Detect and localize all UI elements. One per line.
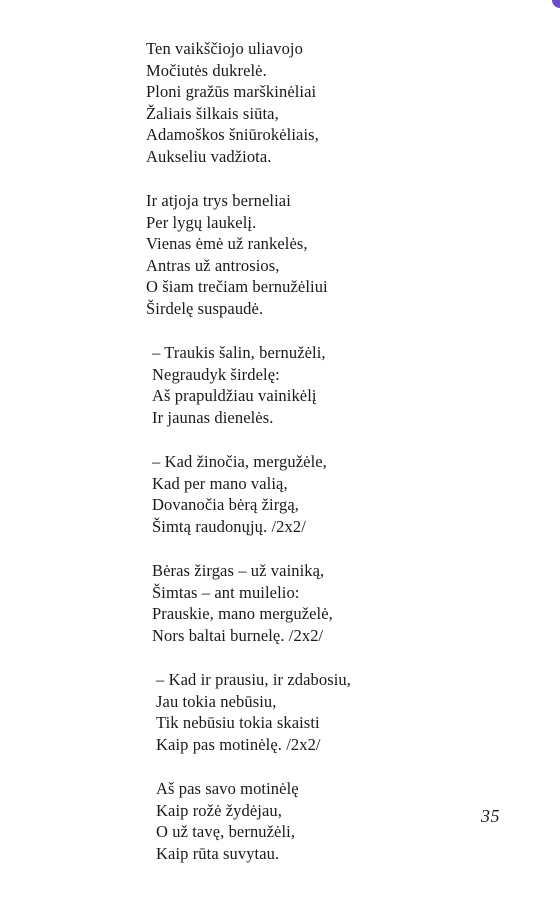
poem-line: Tik nebūsiu tokia skaisti: [156, 713, 320, 732]
poem-line: Per lygų laukelį.: [146, 212, 257, 232]
poem-line: Negraudyk širdelę:: [152, 364, 280, 384]
poem-line: Jau tokia nebūsiu,: [156, 691, 277, 711]
corner-mark: [552, 0, 560, 8]
poem-line: Aš prapuldžiau vainikėlį: [152, 386, 317, 405]
stanza: [146, 778, 506, 864]
poem-line: O šiam trečiam bernužėliui: [146, 277, 328, 296]
poem-line: Nors baltai burnelę. /2x2/: [152, 625, 324, 645]
poem-line: Adamoškos šniūrokėliais,: [146, 125, 319, 144]
poem-line: Žaliais šilkais siūta,: [146, 103, 279, 123]
page-number: 35: [481, 806, 500, 826]
stanza: [146, 342, 506, 428]
poem-line: Prauskie, mano merguželė,: [152, 604, 333, 623]
poem-line: Antras už antrosios,: [146, 255, 280, 275]
poem-line: Vienas ėmė už rankelės,: [146, 234, 308, 253]
poem: [146, 38, 506, 887]
poem-line: Aš pas savo motinėlę: [156, 779, 299, 798]
poem-line: Kad per mano valią,: [152, 473, 288, 493]
poem-line: Ir jaunas dienelės.: [152, 407, 274, 427]
poem-line: Dovanočia bėrą žirgą,: [152, 495, 300, 514]
poem-line: O už tavę, bernužėli,: [156, 822, 296, 841]
poem-line: Ten vaikščiojo uliavojo: [146, 39, 303, 58]
poem-line: Kaip pas motinėlę. /2x2/: [156, 734, 321, 754]
poem-line: Kaip rūta suvytau.: [156, 843, 280, 863]
poem-line: Aukseliu vadžiota.: [146, 146, 272, 166]
poem-line: Ir atjoja trys berneliai: [146, 191, 291, 210]
poem-line: – Kad ir prausiu, ir zdabosiu,: [156, 670, 351, 689]
poem-line: – Kad žinočia, mergužėle,: [152, 452, 327, 471]
poem-line: Šimtą raudonųjų. /2x2/: [152, 516, 306, 536]
poem-line: Močiutės dukrelė.: [146, 60, 267, 80]
stanza: [146, 560, 506, 646]
poem-line: Kaip rožė žydėjau,: [156, 800, 282, 820]
poem-line: Širdelę suspaudė.: [146, 298, 264, 318]
stanza: [146, 669, 506, 755]
stanza: [146, 451, 506, 537]
stanza: [146, 190, 506, 319]
poem-line: – Traukis šalin, bernužėli,: [152, 343, 326, 362]
poem-line: Ploni gražūs marškinėliai: [146, 82, 317, 101]
stanza: [146, 38, 506, 167]
poem-line: Bėras žirgas – už vainiką,: [152, 561, 325, 580]
poem-line: Šimtas – ant muilelio:: [152, 582, 300, 602]
